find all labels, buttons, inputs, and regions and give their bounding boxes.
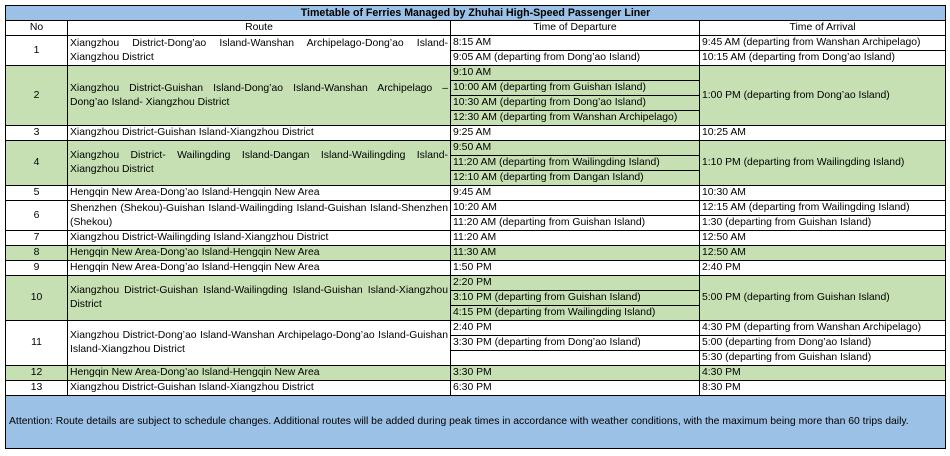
route-number: 3 (6, 126, 68, 141)
departure-time: 9:45 AM (451, 186, 700, 201)
departure-time: 3:30 PM (departing from Dong’ao Island) (451, 336, 700, 351)
arrival-time: 10:25 AM (700, 126, 946, 141)
route-description: Xiangzhou District-Guishan Island-Wailingding Island-Guishan Island-Xiangzhou District (68, 276, 451, 321)
route-number: 11 (6, 321, 68, 366)
route-description: Hengqin New Area-Dong’ao Island-Hengqin New Area (68, 261, 451, 276)
route-description: Xiangzhou District-Guishan Island-Xiangzhou District (68, 126, 451, 141)
departure-time: 4:15 PM (departing from Wailingding Island) (451, 306, 700, 321)
header-row (6, 21, 946, 36)
route-description: Hengqin New Area-Dong’ao Island-Hengqin New Area (68, 246, 451, 261)
arrival-time: 9:45 AM (departing from Wanshan Archipelago) (700, 36, 946, 51)
departure-time: 11:20 AM (451, 231, 700, 246)
ferry-timetable (5, 5, 946, 449)
departure-time: 3:10 PM (departing from Guishan Island) (451, 291, 700, 306)
route-description: Xiangzhou District-Guishan Island-Dong’ao Island-Wanshan Archipelago –Dong’ao Island- Xiangzhou District (68, 66, 451, 126)
departure-time: 2:20 PM (451, 276, 700, 291)
table-row (6, 366, 946, 381)
route-number: 8 (6, 246, 68, 261)
departure-time: 11:20 AM (departing from Guishan Island) (451, 216, 700, 231)
arrival-time: 5:00 (departing from Dong’ao Island) (700, 336, 946, 351)
arrival-time: 4:30 PM (departing from Wanshan Archipelago) (700, 321, 946, 336)
arrival-time: 5:00 PM (departing from Guishan Island) (700, 276, 946, 321)
departure-time: 12:10 AM (departing from Dangan Island) (451, 171, 700, 186)
header-route: Route (68, 21, 451, 36)
arrival-time: 12:50 AM (700, 246, 946, 261)
departure-time: 3:30 PM (451, 366, 700, 381)
route-description: Hengqin New Area-Dong’ao Island-Hengqin New Area (68, 186, 451, 201)
route-number: 7 (6, 231, 68, 246)
departure-time (451, 351, 700, 366)
departure-time: 12:30 AM (departing from Wanshan Archipelago) (451, 111, 700, 126)
arrival-time: 1:30 (departing from Guishan Island) (700, 216, 946, 231)
departure-time: 6:30 PM (451, 381, 700, 396)
route-number: 4 (6, 141, 68, 186)
table-row (6, 201, 946, 216)
route-number: 6 (6, 201, 68, 231)
table-row (6, 66, 946, 81)
route-description: Xiangzhou District-Dong’ao Island-Wanshan Archipelago-Dong’ao Island-Guishan Island-Xiangzhou District (68, 321, 451, 366)
table-row (6, 261, 946, 276)
arrival-time: 10:30 AM (700, 186, 946, 201)
route-number: 1 (6, 36, 68, 66)
arrival-time: 4:30 PM (700, 366, 946, 381)
title-row (6, 6, 946, 21)
route-number: 12 (6, 366, 68, 381)
departure-time: 11:30 AM (451, 246, 700, 261)
header-arrival: Time of Arrival (700, 21, 946, 36)
arrival-time: 1:00 PM (departing from Dong’ao Island) (700, 66, 946, 126)
route-description: Hengqin New Area-Dong’ao Island-Hengqin New Area (68, 366, 451, 381)
arrival-time: 12:15 AM (departing from Wailingding Island) (700, 201, 946, 216)
departure-time: 10:30 AM (departing from Dong’ao Island) (451, 96, 700, 111)
departure-time: 10:00 AM (departing from Guishan Island) (451, 81, 700, 96)
route-number: 10 (6, 276, 68, 321)
route-description: Xiangzhou District-Dong’ao Island-Wanshan Archipelago-Dong’ao Island-Xiangzhou District (68, 36, 451, 66)
route-description: Xiangzhou District-Wailingding Island-Xiangzhou District (68, 231, 451, 246)
departure-time: 9:25 AM (451, 126, 700, 141)
route-description: Shenzhen (Shekou)-Guishan Island-Wailingding Island-Guishan Island-Shenzhen (Shekou) (68, 201, 451, 231)
arrival-time: 1:10 PM (departing from Wailingding Island) (700, 141, 946, 186)
route-number: 9 (6, 261, 68, 276)
departure-time: 9:10 AM (451, 66, 700, 81)
route-description: Xiangzhou District- Wailingding Island-Dangan Island-Wailingding Island-Xiangzhou District (68, 141, 451, 186)
timetable-body (6, 6, 946, 449)
header-no: No (6, 21, 68, 36)
route-number: 13 (6, 381, 68, 396)
route-number: 5 (6, 186, 68, 201)
attention-note: Attention: Route details are subject to schedule changes. Additional routes will be added during peak times in accordance with weather conditions, with the maximum being more than 60 trips daily. (6, 396, 946, 449)
table-row (6, 186, 946, 201)
departure-time: 1:50 PM (451, 261, 700, 276)
note-row (6, 396, 946, 449)
table-row (6, 36, 946, 51)
departure-time: 9:05 AM (departing from Dong’ao Island) (451, 51, 700, 66)
departure-time: 10:20 AM (451, 201, 700, 216)
table-row (6, 231, 946, 246)
departure-time: 2:40 PM (451, 321, 700, 336)
departure-time: 9:50 AM (451, 141, 700, 156)
table-row (6, 141, 946, 156)
route-number: 2 (6, 66, 68, 126)
table-row (6, 246, 946, 261)
departure-time: 8:15 AM (451, 36, 700, 51)
table-row (6, 321, 946, 336)
arrival-time: 12:50 AM (700, 231, 946, 246)
departure-time: 11:20 AM (departing from Wailingding Island) (451, 156, 700, 171)
arrival-time: 10:15 AM (departing from Dong’ao Island) (700, 51, 946, 66)
table-title: Timetable of Ferries Managed by Zhuhai High-Speed Passenger Liner (6, 6, 946, 21)
table-row (6, 276, 946, 291)
header-departure: Time of Departure (451, 21, 700, 36)
arrival-time: 8:30 PM (700, 381, 946, 396)
timetable-container (5, 5, 945, 451)
arrival-time: 2:40 PM (700, 261, 946, 276)
table-row (6, 126, 946, 141)
table-row (6, 381, 946, 396)
route-description: Xiangzhou District-Guishan Island-Xiangzhou District (68, 381, 451, 396)
arrival-time: 5:30 (departing from Guishan Island) (700, 351, 946, 366)
